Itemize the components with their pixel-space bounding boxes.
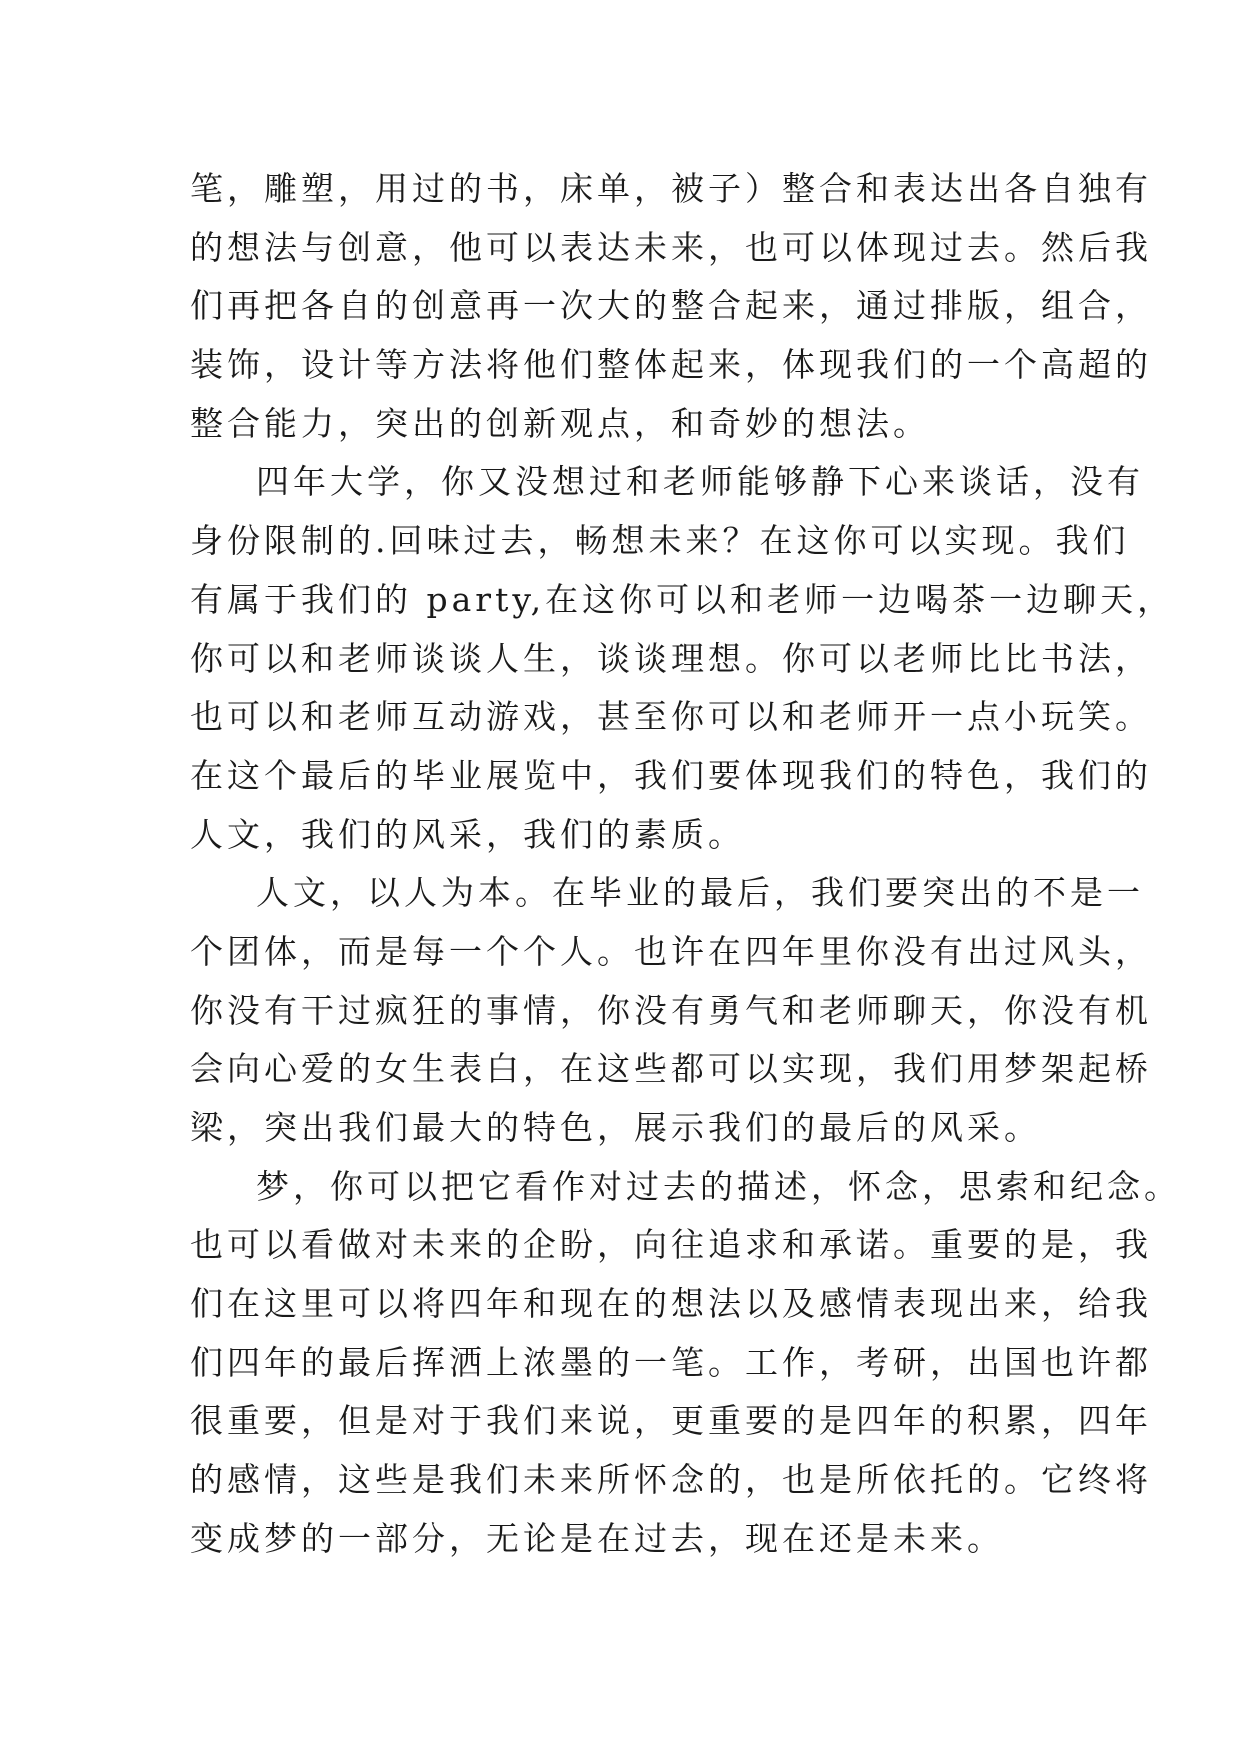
paragraph-first-line: 梦，你可以把它看作对过去的描述，怀念，思索和纪念。 [256,1166,1181,1206]
text-line: 你没有干过疯狂的事情，你没有勇气和老师聊天，你没有机 [190,990,1152,1030]
text-line: 会向心爱的女生表白，在这些都可以实现，我们用梦架起桥 [190,1049,1152,1089]
text-line: 笔，雕塑，用过的书，床单，被子）整合和表达出各自独有 [190,169,1152,208]
text-line: 也可以看做对未来的企盼，向往追求和承诺。重要的是，我 [190,1225,1152,1265]
text-line: 的想法与创意，他可以表达未来，也可以体现过去。然后我 [190,227,1152,267]
text-line: 很重要，但是对于我们来说，更重要的是四年的积累，四年 [190,1401,1152,1441]
text-line: 装饰，设计等方法将他们整体起来，体现我们的一个高超的 [190,345,1152,385]
text-line: 整合能力，突出的创新观点，和奇妙的想法。 [190,403,930,443]
text-line: 们在这里可以将四年和现在的想法以及感情表现出来，给我 [190,1284,1152,1324]
text-line: 们再把各自的创意再一次大的整合起来，通过排版，组合， [190,286,1152,326]
body-text [190,160,1181,1569]
paragraph-first-line: 人文，以人为本。在毕业的最后，我们要突出的不是一 [256,873,1144,913]
text-line: 个团体，而是每一个个人。也许在四年里你没有出过风头， [190,931,1152,971]
text-line: 的感情，这些是我们未来所怀念的，也是所依托的。它终将 [190,1460,1152,1500]
text-line: 身份限制的.回味过去，畅想未来？在这你可以实现。我们 [190,521,1130,561]
paragraph-first-line: 四年大学，你又没想过和老师能够静下心来谈话，没有 [256,462,1144,502]
text-line: 人文，我们的风采，我们的素质。 [190,814,745,854]
text-line: 们四年的最后挥洒上浓墨的一笔。工作，考研，出国也许都 [190,1342,1152,1382]
text-line: 也可以和老师互动游戏，甚至你可以和老师开一点小玩笑。 [190,697,1152,737]
text-line: 有属于我们的 party,在这你可以和老师一边喝茶一边聊天， [190,579,1175,619]
text-line: 在这个最后的毕业展览中，我们要体现我们的特色，我们的 [190,755,1152,795]
text-line: 你可以和老师谈谈人生，谈谈理想。你可以老师比比书法， [190,638,1152,678]
text-line: 梁，突出我们最大的特色，展示我们的最后的风采。 [190,1108,1041,1147]
text-line: 变成梦的一部分，无论是在过去，现在还是未来。 [190,1518,1004,1558]
